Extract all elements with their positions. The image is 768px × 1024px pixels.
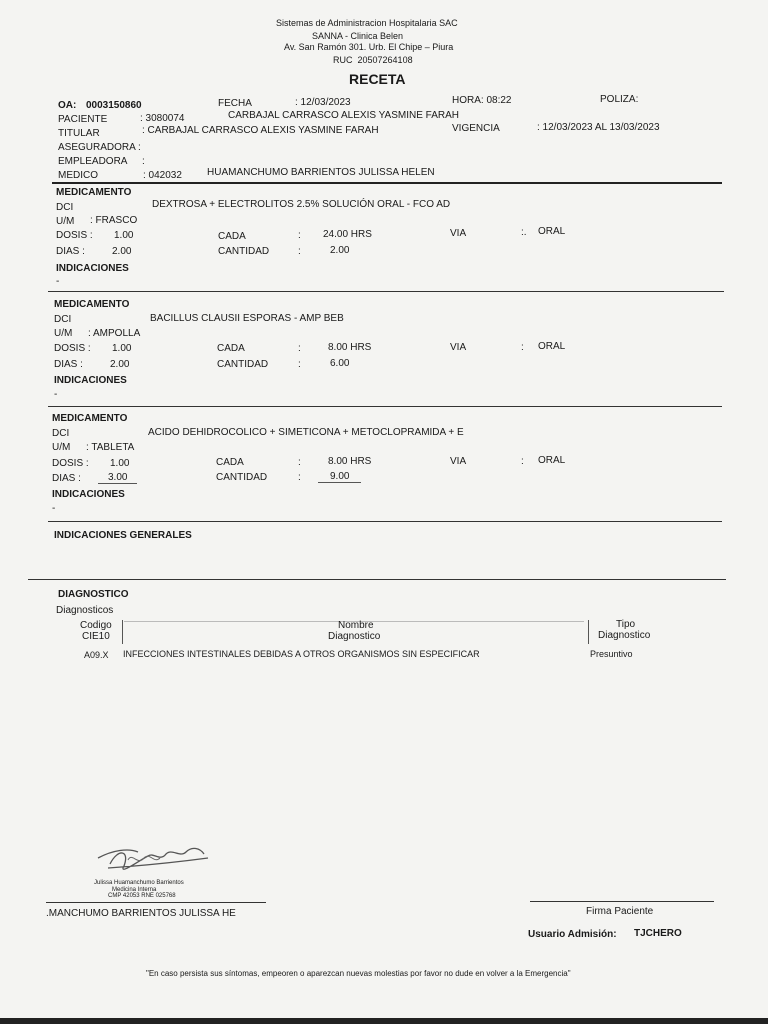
cantidad-colon: : xyxy=(298,246,301,257)
vigencia-label: VIGENCIA xyxy=(452,123,500,134)
vigencia-value: : 12/03/2023 AL 13/03/2023 xyxy=(537,122,660,133)
col-type-2: Diagnostico xyxy=(598,630,651,641)
fecha-value: : 12/03/2023 xyxy=(295,97,351,108)
indicaciones-label: INDICACIONES xyxy=(56,263,129,274)
dci-label: DCI xyxy=(54,314,72,325)
um-label: U/M xyxy=(52,442,71,453)
dci-value: BACILLUS CLAUSII ESPORAS - AMP BEB xyxy=(150,313,344,324)
divider xyxy=(52,182,722,184)
company-name: Sistemas de Administracion Hospitalaria SAC xyxy=(276,18,458,28)
diagnosis-name: INFECCIONES INTESTINALES DEBIDAS A OTROS ORGANISMOS SIN ESPECIFICAR xyxy=(123,649,480,659)
column-divider xyxy=(122,620,123,644)
diagnosis-code: A09.X xyxy=(84,650,109,660)
medico-label: MEDICO xyxy=(58,170,98,181)
document-title: RECETA xyxy=(349,71,406,87)
dosis-value: 1.00 xyxy=(114,230,134,241)
indicaciones-label: INDICACIONES xyxy=(54,375,127,386)
cada-value: 8.00 HRS xyxy=(328,342,372,353)
cantidad-label: CANTIDAD xyxy=(217,359,269,370)
cada-value: 24.00 HRS xyxy=(323,229,372,240)
indicaciones-generales-label: INDICACIONES GENERALES xyxy=(54,530,192,541)
cantidad-colon: : xyxy=(298,359,301,370)
oa-label: OA: xyxy=(58,100,77,111)
diagnostico-label: DIAGNOSTICO xyxy=(58,589,129,600)
cada-colon: : xyxy=(298,457,301,468)
um-value: : AMPOLLA xyxy=(88,328,141,339)
hora: HORA: 08:22 xyxy=(452,95,512,106)
clinic-address: Av. San Ramón 301. Urb. El Chipe – Piura xyxy=(284,42,454,52)
via-value: ORAL xyxy=(538,226,566,237)
um-label: U/M xyxy=(56,216,75,227)
dci-value: DEXTROSA + ELECTROLITOS 2.5% SOLUCIÓN ORAL - FCO AD xyxy=(152,199,451,210)
dosis-value: 1.00 xyxy=(110,458,130,469)
paciente-name: CARBAJAL CARRASCO ALEXIS YASMINE FARAH xyxy=(228,110,459,121)
cada-label: CADA xyxy=(216,457,244,468)
um-value: : FRASCO xyxy=(90,215,138,226)
doctor-name: .MANCHUMO BARRIENTOS JULISSA HE xyxy=(46,908,236,919)
cada-colon: : xyxy=(298,230,301,241)
paciente-label: PACIENTE xyxy=(58,114,108,125)
divider xyxy=(48,406,722,407)
medico-code: : 042032 xyxy=(143,170,182,181)
stamp-title: Medicina Interna xyxy=(112,887,157,893)
um-label: U/M xyxy=(54,328,73,339)
dias-label: DIAS : xyxy=(56,246,85,257)
via-value: ORAL xyxy=(538,341,566,352)
divider xyxy=(48,521,722,522)
titular-label: TITULAR xyxy=(58,128,100,139)
diagnosis-type: Presuntivo xyxy=(590,649,633,659)
divider xyxy=(28,579,726,580)
via-colon: : xyxy=(521,456,524,467)
indicaciones-value: - xyxy=(54,389,58,400)
col-name-1: Nombre xyxy=(338,620,374,631)
medicamento-label: MEDICAMENTO xyxy=(56,187,132,198)
medico-name: HUAMANCHUMO BARRIENTOS JULISSA HELEN xyxy=(207,167,435,178)
usuario-admision-label: Usuario Admisión: xyxy=(528,929,617,940)
dias-value: 2.00 xyxy=(110,359,130,370)
firma-paciente-label: Firma Paciente xyxy=(586,906,654,917)
dosis-label: DOSIS : xyxy=(54,343,91,354)
medicamento-label: MEDICAMENTO xyxy=(54,299,130,310)
column-divider xyxy=(588,620,589,644)
dci-label: DCI xyxy=(52,428,70,439)
cada-value: 8.00 HRS xyxy=(328,456,372,467)
stamp-cmp: CMP 42053 RNE 025768 xyxy=(108,893,176,899)
usuario-admision-value: TJCHERO xyxy=(634,928,682,939)
cantidad-value: 9.00 xyxy=(318,471,361,483)
poliza-label: POLIZA: xyxy=(600,94,639,105)
via-value: ORAL xyxy=(538,455,566,466)
indicaciones-value: - xyxy=(56,276,60,287)
via-label: VIA xyxy=(450,342,467,353)
dosis-label: DOSIS : xyxy=(52,458,89,469)
stamp-name: Julissa Huamanchumo Barrientos xyxy=(94,880,184,886)
cantidad-value: 6.00 xyxy=(330,358,350,369)
dias-label: DIAS : xyxy=(52,473,81,484)
clinic-name: SANNA - Clinica Belen xyxy=(312,31,404,41)
footer-note: "En caso persista sus síntomas, empeoren o aparezcan nuevas molestias por favor no dude en volver a la Emergencia" xyxy=(146,969,571,978)
cada-label: CADA xyxy=(218,231,246,242)
dias-label: DIAS : xyxy=(54,359,83,370)
um-value: : TABLETA xyxy=(86,442,135,453)
cantidad-label: CANTIDAD xyxy=(216,472,268,483)
fecha-label: FECHA xyxy=(218,98,252,109)
signature-line xyxy=(46,902,266,903)
page-edge xyxy=(0,1018,768,1024)
ruc-value: 20507264108 xyxy=(357,55,413,65)
col-code-1: Codigo xyxy=(80,620,112,631)
ruc-label: RUC xyxy=(333,55,353,65)
via-colon: :. xyxy=(521,227,527,238)
paciente-code: : 3080074 xyxy=(140,113,185,124)
indicaciones-value: - xyxy=(52,503,56,514)
cada-label: CADA xyxy=(217,343,245,354)
cantidad-colon: : xyxy=(298,472,301,483)
cada-colon: : xyxy=(298,343,301,354)
dias-value: 3.00 xyxy=(98,472,137,484)
diagnosticos-label: Diagnosticos xyxy=(56,605,114,616)
col-name-2: Diagnostico xyxy=(328,631,381,642)
empleadora-colon: : xyxy=(142,156,145,167)
via-label: VIA xyxy=(450,456,467,467)
dosis-value: 1.00 xyxy=(112,343,132,354)
dci-value: ACIDO DEHIDROCOLICO + SIMETICONA + METOCLOPRAMIDA + E xyxy=(148,427,464,438)
aseguradora-label: ASEGURADORA : xyxy=(58,142,141,153)
cantidad-value: 2.00 xyxy=(330,245,350,256)
oa-value: 0003150860 xyxy=(86,100,142,111)
col-type-1: Tipo xyxy=(616,619,636,630)
dci-label: DCI xyxy=(56,202,74,213)
divider xyxy=(48,291,724,292)
ruc xyxy=(333,55,413,65)
medicamento-label: MEDICAMENTO xyxy=(52,413,128,424)
empleadora-label: EMPLEADORA xyxy=(58,156,128,167)
via-label: VIA xyxy=(450,228,467,239)
cantidad-label: CANTIDAD xyxy=(218,246,270,257)
indicaciones-label: INDICACIONES xyxy=(52,489,125,500)
patient-signature-line xyxy=(530,901,714,902)
col-code-2: CIE10 xyxy=(82,631,110,642)
dias-value: 2.00 xyxy=(112,246,132,257)
via-colon: : xyxy=(521,342,524,353)
dosis-label: DOSIS : xyxy=(56,230,93,241)
titular-name: : CARBAJAL CARRASCO ALEXIS YASMINE FARAH xyxy=(142,125,379,136)
